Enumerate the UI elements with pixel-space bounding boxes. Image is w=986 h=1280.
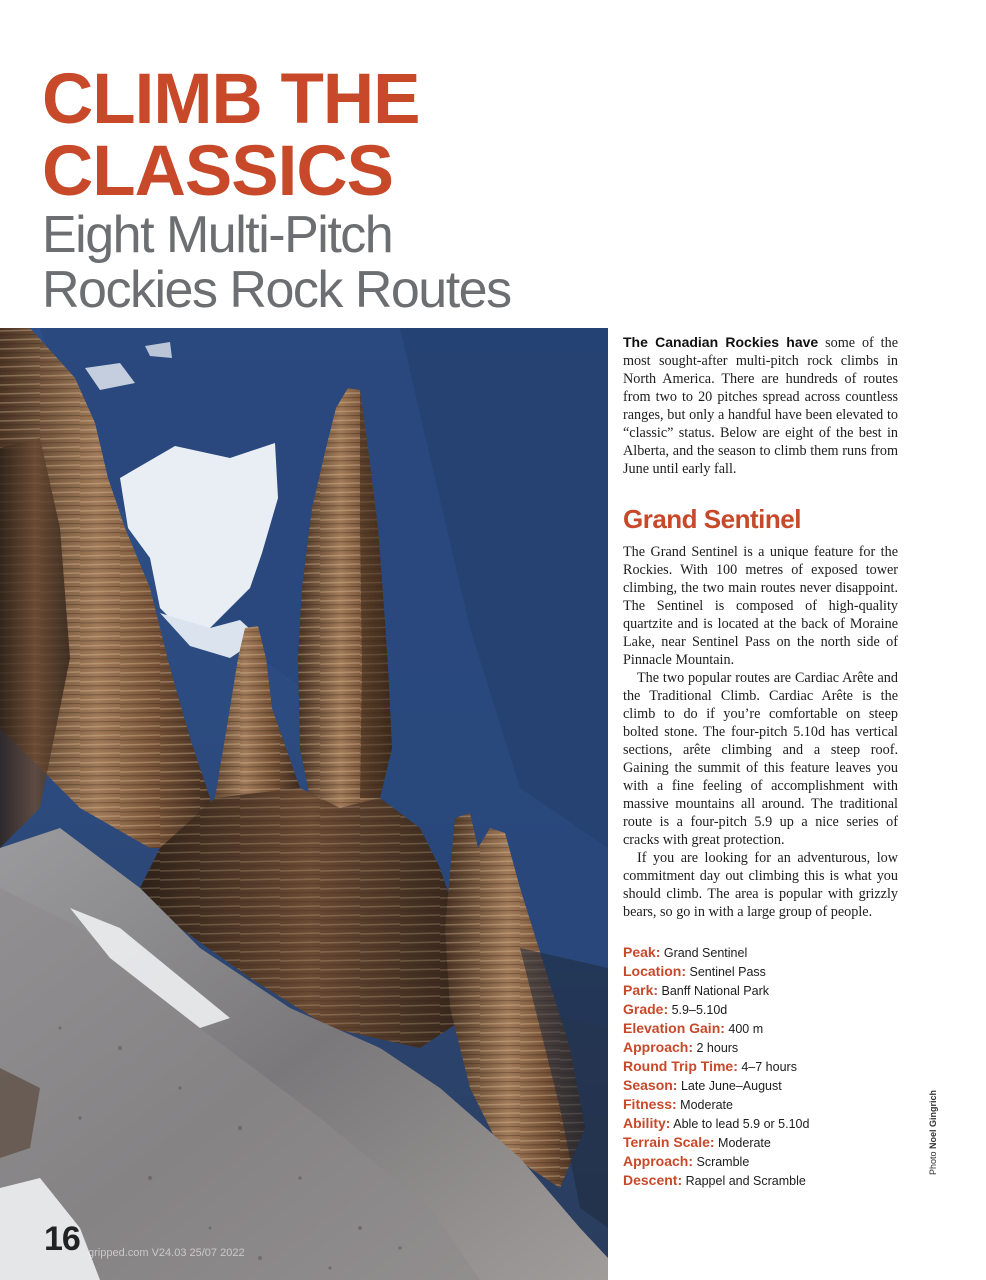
fact-label: Descent: — [623, 1172, 683, 1188]
title-line-2: CLASSICS — [42, 132, 393, 211]
body-paragraph: If you are looking for an adventurous, low commitment day out climbing this is what you should climb. The area is popular with grizzly bears, so go in with a large group of people. — [623, 850, 898, 920]
fact-row — [623, 981, 898, 1000]
credit-prefix: Photo — [928, 1148, 938, 1175]
footer-meta: gripped.com V24.03 25/07 2022 — [88, 1247, 245, 1259]
fact-label: Terrain Scale: — [623, 1134, 715, 1150]
fact-value: Rappel and Scramble — [685, 1174, 806, 1188]
grand-sentinel-photo — [0, 328, 608, 1280]
article-column — [623, 333, 898, 1190]
fact-label: Peak: — [623, 944, 661, 960]
fact-value: Grand Sentinel — [663, 946, 748, 960]
fact-row — [623, 1038, 898, 1057]
fact-value: Moderate — [718, 1136, 771, 1150]
subtitle-line-1: Eight Multi-Pitch — [42, 206, 393, 264]
fact-value: Moderate — [680, 1098, 733, 1112]
fact-value: 400 m — [728, 1022, 764, 1036]
section-body — [623, 543, 898, 921]
photo-credit — [928, 1090, 938, 1175]
intro-lead: The Canadian Rockies have — [623, 334, 819, 350]
fact-label: Ability: — [623, 1115, 671, 1131]
route-facts — [623, 943, 898, 1190]
fact-label: Season: — [623, 1077, 678, 1093]
body-paragraph: The Grand Sentinel is a unique feature for the Rockies. With 100 metres of exposed tower climbing, the two main routes never disappoint. The Sentinel is composed of high-quality quartzite and is located at the back of Moraine Lake, near Sentinel Pass on the north side of Pinnacle Mountain. — [623, 544, 898, 668]
intro-paragraph — [623, 333, 898, 478]
fact-value: Banff National Park — [661, 984, 769, 998]
fact-row — [623, 1019, 898, 1038]
fact-row — [623, 943, 898, 962]
fact-value: Late June–August — [680, 1079, 782, 1093]
headline — [42, 60, 602, 319]
fact-row — [623, 1057, 898, 1076]
intro-text: some of the most sought-after multi-pitch rock climbs in North America. There are hundreds of routes from two to 20 pitches spread across countless ranges, but only a handful have been elevated to “classic” status. Below are eight of the best in Alberta, and the season to climb them runs from June until early fall. — [623, 335, 898, 477]
fact-row — [623, 1152, 898, 1171]
fact-label: Park: — [623, 982, 659, 998]
section-title: Grand Sentinel — [623, 504, 801, 534]
title-line-1: CLIMB THE — [42, 60, 420, 139]
fact-value: 2 hours — [696, 1041, 739, 1055]
fact-row — [623, 1114, 898, 1133]
subtitle-line-2: Rockies Rock Routes — [42, 261, 511, 319]
fact-value: Scramble — [696, 1155, 750, 1169]
fact-label: Elevation Gain: — [623, 1020, 725, 1036]
body-paragraph: The two popular routes are Cardiac Arête and the Traditional Climb. Cardiac Arête is the climb to do if you’re comfortable on steep bolted stone. The four-pitch 5.10d has vertical sections, arête climbing and a steep roof. Gaining the summit of this feature leaves you with a fine feeling of accomplishment with massive mountains all around. The traditional route is a four-pitch 5.9 up a nice series of cracks with great protection. — [623, 670, 898, 848]
fact-row — [623, 1095, 898, 1114]
fact-label: Location: — [623, 963, 686, 979]
page-number: 16 — [44, 1220, 80, 1258]
fact-row — [623, 1171, 898, 1190]
fact-row — [623, 1000, 898, 1019]
fact-row — [623, 1076, 898, 1095]
credit-name: Noel Gingrich — [928, 1089, 938, 1149]
fact-label: Fitness: — [623, 1096, 677, 1112]
fact-value: 4–7 hours — [741, 1060, 797, 1074]
fact-row — [623, 1133, 898, 1152]
fact-value: 5.9–5.10d — [671, 1003, 728, 1017]
fact-label: Grade: — [623, 1001, 669, 1017]
fact-label: Round Trip Time: — [623, 1058, 738, 1074]
fact-value: Sentinel Pass — [689, 965, 766, 979]
fact-label: Approach: — [623, 1039, 693, 1055]
fact-row — [623, 962, 898, 981]
fact-value: Able to lead 5.9 or 5.10d — [673, 1117, 810, 1131]
fact-label: Approach: — [623, 1153, 693, 1169]
